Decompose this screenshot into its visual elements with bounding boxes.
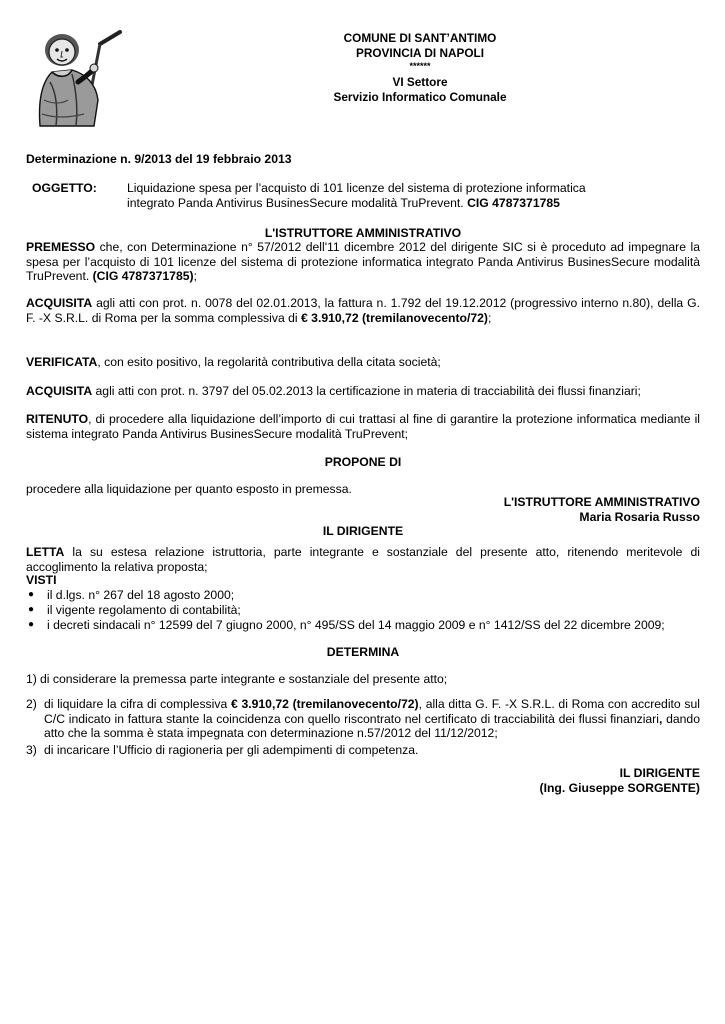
dirigente-sign-title: IL DIRIGENTE bbox=[619, 766, 700, 780]
saint-figure-icon bbox=[28, 30, 128, 128]
acquisita-fattura-paragraph: ACQUISITA agli atti con prot. n. 0078 del 02.01.2013, la fattura n. 1.792 del 19.12.2012 (progressivo interno n.80), della G. F. -X S.R.L. di Roma per la somma complessiva di € 3.910,72 (tremilanovecento/72); bbox=[26, 296, 700, 325]
dirigente-heading: IL DIRIGENTE bbox=[322, 524, 404, 538]
bullet-icon: ● bbox=[28, 604, 35, 615]
header-servizio: Servizio Informatico Comunale bbox=[333, 90, 507, 104]
determina-item-1: 1) di considerare la premessa parte integrante e sostanziale del presente atto; bbox=[26, 672, 448, 686]
premesso-paragraph: PREMESSO che, con Determinazione n° 57/2012 dell'11 dicembre 2012 del dirigente SIC si è proceduto ad impegnare la spesa per l’acquisto di 101 licenze del sistema di protezione informatica integrato Panda Antivirus BusinesSecure modalità TruPrevent. (CIG 4787371785); bbox=[26, 240, 700, 284]
propone-heading: PROPONE DI bbox=[324, 455, 402, 469]
verificata-paragraph: VERIFICATA, con esito positivo, la regolarità contributiva della citata società; bbox=[26, 355, 441, 369]
coat-of-arms-logo bbox=[28, 30, 128, 128]
oggetto-cig: CIG 4787371785 bbox=[467, 195, 560, 210]
determinazione-title: Determinazione n. 9/2013 del 19 febbraio 2013 bbox=[26, 152, 292, 166]
header-settore: VI Settore bbox=[392, 75, 448, 89]
header-comune: COMUNE DI SANT’ANTIMO bbox=[343, 31, 497, 45]
oggetto-line2: integrato Panda Antivirus BusinesSecure modalità TruPrevent. CIG 4787371785 bbox=[127, 195, 560, 210]
header-stars: ****** bbox=[409, 61, 431, 71]
oggetto-label: OGGETTO: bbox=[32, 181, 97, 195]
ritenuto-paragraph: RITENUTO, di procedere alla liquidazione dell’importo di cui trattasi al fine di garantire la protezione informatica mediante il sistema integrato Panda Antivirus BusinesSecure modalità TruPrevent; bbox=[26, 412, 700, 441]
bullet-icon: ● bbox=[28, 619, 35, 630]
acquisita-certificazione-paragraph: ACQUISITA agli atti con prot. n. 3797 del 05.02.2013 la certificazione in materia di tracciabilità dei flussi finanziari; bbox=[26, 384, 641, 398]
letta-paragraph: LETTA la su estesa relazione istruttoria, parte integrante e sostanziale del presente atto, ritenendo meritevole di accoglimento la relativa proposta; bbox=[26, 545, 700, 574]
determina-heading: DETERMINA bbox=[326, 645, 400, 659]
header-provincia: PROVINCIA DI NAPOLI bbox=[355, 46, 485, 60]
istruttore-sign-name: Maria Rosaria Russo bbox=[579, 510, 700, 524]
bullet-icon: ● bbox=[28, 589, 35, 600]
oggetto-text bbox=[127, 181, 707, 210]
dirigente-sign-name: (Ing. Giuseppe SORGENTE) bbox=[539, 781, 700, 795]
determina-item-2: 2) di liquidare la cifra di complessiva € 3.910,72 (tremilanovecento/72), alla ditta G. F. -X S.R.L. di Roma con accredito sul C/C indicato in fattura stante la coincidenza con quello riscontrato nel certificato di tracciabilità dei flussi finanziari, dando atto che la somma è stata impegnata con determinazione n.57/2012 del 11/12/2012; bbox=[26, 697, 701, 741]
istruttore-heading: L'ISTRUTTORE AMMINISTRATIVO bbox=[264, 226, 462, 240]
istruttore-sign-title: L'ISTRUTTORE AMMINISTRATIVO bbox=[503, 495, 700, 509]
oggetto-line1: Liquidazione spesa per l’acquisto di 101 licenze del sistema di protezione informatica bbox=[127, 181, 586, 195]
propone-text: procedere alla liquidazione per quanto esposto in premessa. bbox=[26, 482, 352, 496]
visti-label: VISTI bbox=[26, 573, 57, 587]
determina-item-3: 3) di incaricare l’Ufficio di ragioneria per gli adempimenti di competenza. bbox=[26, 743, 419, 757]
